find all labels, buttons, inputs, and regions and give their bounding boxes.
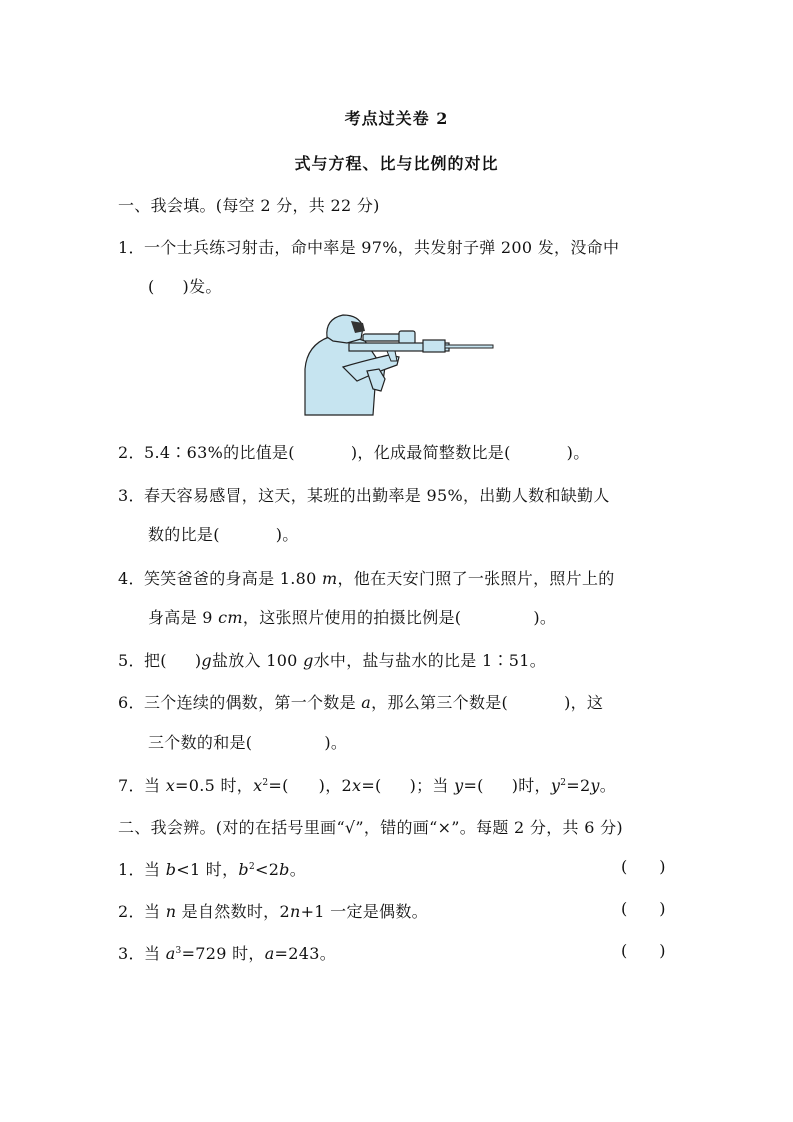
question-4-line-1: 4．笑笑爸爸的身高是 1.80 m，他在天安门照了一张照片，照片上的	[118, 569, 615, 588]
soldier-shooting-illustration	[303, 311, 495, 417]
question-3-line-1: 3．春天容易感冒，这天，某班的出勤率是 95%，出勤人数和缺勤人	[118, 486, 610, 505]
judge-question-1: 1．当 b<1 时，$b^2<2b$。	[118, 860, 307, 879]
question-2: 2．5.4∶63%的比值是( )，化成最简整数比是( )。	[118, 443, 590, 462]
question-6-line-1: 6．三个连续的偶数，第一个数是 a，那么第三个数是( )，这	[118, 693, 604, 712]
page-title: 考点过关卷 2	[344, 109, 449, 128]
question-7: 7．当 x=0.5 时，$x^2=$( )，2x=( )；当 y=( )时，$y^2=2y$。	[118, 776, 617, 795]
answer-box-2[interactable]: ( )	[621, 899, 666, 918]
question-number: 1．	[118, 238, 145, 257]
question-5: 5．把( )g盐放入 100 g水中，盐与盐水的比是 1∶51。	[118, 651, 547, 670]
answer-box-3[interactable]: ( )	[621, 941, 666, 960]
question-3-line-2: 数的比是( )。	[148, 525, 299, 544]
question-4-line-2: 身高是 9 cm，这张照片使用的拍摄比例是( )。	[148, 608, 557, 627]
section2-heading: 二、我会辨。(对的在括号里画“√”，错的画“×”。每题 2 分，共 6 分)	[118, 818, 623, 837]
answer-box-1[interactable]: ( )	[621, 857, 666, 876]
judge-question-3: 3．当 $a^3=729$ 时，a=243。	[118, 944, 336, 963]
section1-heading: 一、我会填。(每空 2 分，共 22 分)	[118, 196, 380, 215]
question-1-line-2: ( )发。	[148, 277, 222, 296]
question-1-line-1: 1．一个士兵练习射击，命中率是 97%，共发射子弹 200 发，没命中	[118, 235, 619, 258]
judge-question-2: 2．当 n 是自然数时，2n+1 一定是偶数。	[118, 902, 428, 921]
page-subtitle: 式与方程、比与比例的对比	[294, 154, 499, 173]
question-6-line-2: 三个数的和是( )。	[148, 733, 348, 752]
